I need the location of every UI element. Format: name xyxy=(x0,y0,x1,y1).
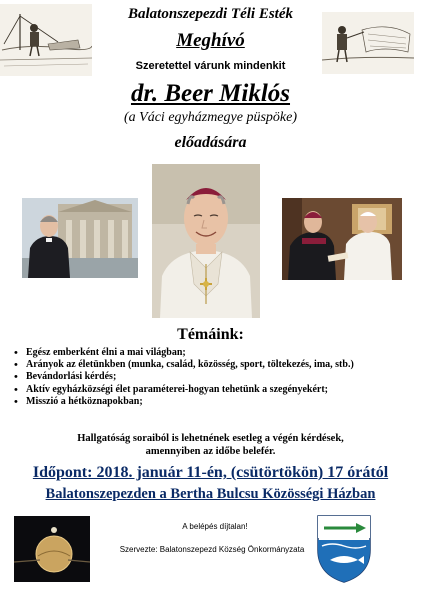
topic-item: • Egész emberként élni a mai világban; xyxy=(14,347,414,359)
fisherman-sketch-left xyxy=(0,4,92,76)
event-venue: Balatonszepezden a Bertha Bulcsu Közösségi Házban xyxy=(45,486,376,502)
free-entry-text: A belépés díjtalan! xyxy=(182,522,248,531)
note-line-1: Hallgatóság soraiból is lehetnének esetleg a végén kérdések, xyxy=(77,433,344,444)
fisherman-sketch-right xyxy=(322,12,414,74)
bishop-portrait xyxy=(152,164,260,318)
series-title: Balatonszepezdi Téli Esték xyxy=(128,6,293,22)
event-time: Időpont: 2018. január 11-én, (csütörtökön) 17 órától xyxy=(32,464,389,481)
topic-item: • Bevándorlási kérdés; xyxy=(14,371,414,383)
topic-item: • Misszió a hétköznapokban; xyxy=(14,396,414,408)
night-moon-photo xyxy=(14,516,90,582)
bishop-pope-photo xyxy=(282,198,402,280)
speaker-role: (a Váci egyházmegye püspöke) xyxy=(124,110,297,125)
topic-item: • Arányok az életünkben (munka, család, közösség, sport, töltekezés, ima, stb.) xyxy=(14,359,414,371)
lecture-label: előadására xyxy=(174,134,247,151)
invitation-title: Meghívó xyxy=(176,30,245,51)
bishop-building-photo xyxy=(22,198,138,278)
topic-item: • Aktív egyházközségi élet paraméterei-hogyan tehetünk a szegényekért; xyxy=(14,384,414,396)
topics-title: Témáink: xyxy=(177,326,244,343)
speaker-name: dr. Beer Miklós xyxy=(130,80,291,107)
note-line-2: amennyiben az időbe belefér. xyxy=(145,446,276,457)
questions-note xyxy=(0,432,421,458)
welcome-text: Szeretettel várunk mindenkit xyxy=(135,60,286,72)
topics-list xyxy=(14,347,414,408)
organizer-text: Szervezte: Balatonszepezd Község Önkormányzata xyxy=(119,545,305,554)
village-crest-icon xyxy=(316,514,372,584)
